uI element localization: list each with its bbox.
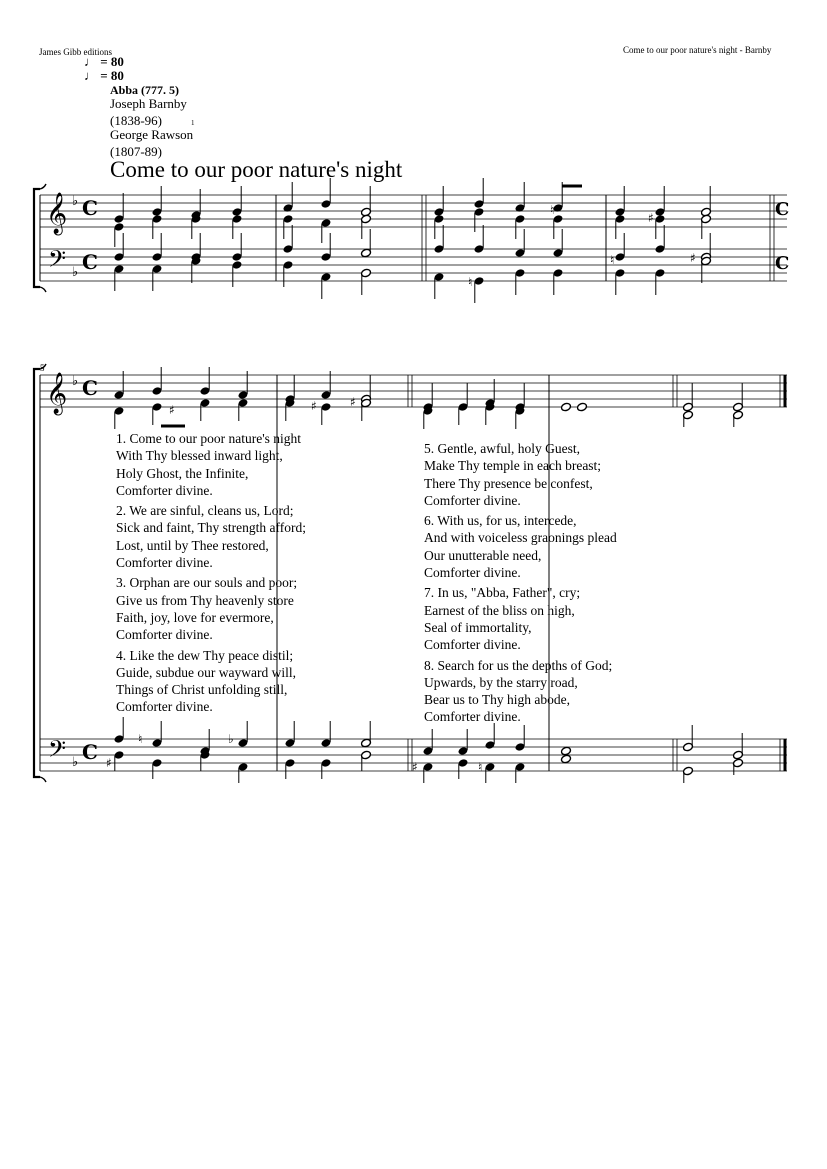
verse-line: Sick and faint, Thy strength afford;: [116, 520, 306, 536]
key-signature-flat-icon: ♭: [72, 265, 79, 280]
verse-line: And with voiceless graonings plead: [424, 530, 617, 546]
tempo-mark: ♩ = 80: [84, 68, 124, 83]
verse-line: Comforter divine.: [424, 492, 521, 508]
sharp-sign-icon: ♯: [412, 760, 418, 774]
verse-line: Upwards, by the starry road,: [424, 674, 578, 690]
verse-line: Lost, until by Thee restored,: [116, 537, 269, 553]
verse-line: 2. We are sinful, cleans us, Lord;: [116, 503, 294, 519]
time-signature: C: [82, 376, 98, 400]
key-signature-flat-icon: ♭: [72, 194, 79, 209]
verse-line: Comforter divine.: [116, 482, 213, 498]
natural-sign-icon: ♮: [138, 732, 143, 746]
verse-2: [116, 502, 306, 571]
verse-line: Comforter divine.: [424, 565, 521, 581]
verse-3: [116, 574, 306, 643]
bracket-hook: [40, 364, 46, 369]
author-dates: (1807-89): [110, 144, 162, 159]
verse-4: [116, 647, 306, 716]
sharp-sign-icon: ♯: [169, 403, 175, 417]
bracket-hook: [40, 287, 46, 292]
notehead: [561, 402, 572, 412]
verse-line: With Thy blessed inward light,: [116, 448, 283, 464]
author-name: George Rawson: [110, 127, 194, 142]
sharp-sign-icon: ♯: [690, 251, 696, 265]
notehead: [561, 754, 572, 764]
hymn-title: Come to our poor nature's night: [110, 157, 403, 182]
system-1: [34, 178, 789, 303]
key-signature-flat-icon: ♭: [72, 755, 79, 770]
bass-clef-icon: 𝄢: [48, 735, 67, 768]
verse-line: Give us from Thy heavenly store: [116, 592, 294, 608]
bracket-hook: [40, 184, 46, 189]
verse-line: Things of Christ unfolding still,: [116, 682, 288, 698]
verses-right-column: [424, 440, 617, 726]
sharp-sign-icon: ♯: [648, 211, 654, 225]
time-signature: C: [82, 740, 98, 764]
treble-clef-icon: 𝄞: [46, 373, 68, 414]
sharp-sign-icon: ♯: [350, 395, 356, 409]
verse-line: Earnest of the bliss on high,: [424, 602, 575, 618]
verse-line: Make Thy temple in each breast;: [424, 458, 602, 474]
time-signature: C: [82, 196, 98, 220]
flat-sign-icon: ♭: [228, 732, 234, 746]
verse-line: Comforter divine.: [116, 627, 213, 643]
sharp-sign-icon: ♯: [311, 399, 317, 413]
system-bracket: [34, 369, 40, 777]
verse-line: Comforter divine.: [116, 555, 213, 571]
verse-line: Guide, subdue our wayward will,: [116, 664, 296, 680]
publisher-credit: James Gibb editions: [39, 47, 112, 57]
verse-line: Seal of immortality,: [424, 619, 532, 635]
verse-line: Our unutterable need,: [424, 547, 542, 563]
bracket-hook: [40, 777, 46, 782]
time-signature: C: [82, 250, 98, 274]
verse-5: [424, 440, 617, 509]
verses-left-column: [116, 430, 306, 716]
sharp-sign-icon: ♯: [106, 756, 112, 770]
footnote-mark: 1: [191, 119, 195, 127]
verse-7: [424, 584, 617, 653]
bass-clef-icon: 𝄢: [48, 245, 67, 278]
verse-line: Comforter divine.: [116, 699, 213, 715]
natural-sign-icon: ♮: [468, 275, 473, 289]
verse-line: Faith, joy, love for evermore,: [116, 609, 274, 625]
verse-line: Bear us to Thy high abode,: [424, 692, 570, 708]
verse-line: 3. Orphan are our souls and poor;: [116, 575, 298, 591]
time-signature-change: C: [775, 253, 790, 274]
verse-line: 8. Search for us the depths of God;: [424, 657, 613, 673]
natural-sign-icon: ♮: [550, 203, 555, 217]
tune-name: Abba (777. 5): [110, 83, 180, 97]
natural-sign-icon: ♮: [478, 760, 483, 774]
composer-dates: (1838-96): [110, 113, 162, 128]
system-bracket: [34, 189, 40, 287]
time-signature-change: C: [775, 199, 790, 220]
verse-line: There Thy presence be confest,: [424, 475, 593, 491]
verse-line: Comforter divine.: [424, 637, 521, 653]
notehead: [577, 402, 588, 412]
composer-name: Joseph Barnby: [110, 96, 187, 111]
verse-1: [116, 430, 306, 499]
notehead: [561, 746, 572, 756]
verse-line: 6. With us, for us, intercede,: [424, 513, 577, 529]
key-signature-flat-icon: ♭: [72, 374, 79, 389]
natural-sign-icon: ♮: [610, 253, 615, 267]
verse-line: Holy Ghost, the Infinite,: [116, 465, 249, 481]
verse-8: [424, 657, 617, 726]
measure-number: 5: [40, 363, 45, 373]
verse-line: 1. Come to our poor nature's night: [116, 431, 302, 446]
verse-line: 7. In us, "Abba, Father", cry;: [424, 585, 581, 601]
treble-clef-icon: 𝄞: [46, 193, 68, 234]
tempo-mark: ♩ = 80: [84, 54, 124, 69]
verse-line: 4. Like the dew Thy peace distil;: [116, 647, 294, 663]
verse-6: [424, 512, 617, 581]
verse-line: Comforter divine.: [424, 709, 521, 725]
running-title: Come to our poor nature's night - Barnby: [623, 45, 772, 55]
verse-line: 5. Gentle, awful, holy Guest,: [424, 441, 580, 456]
